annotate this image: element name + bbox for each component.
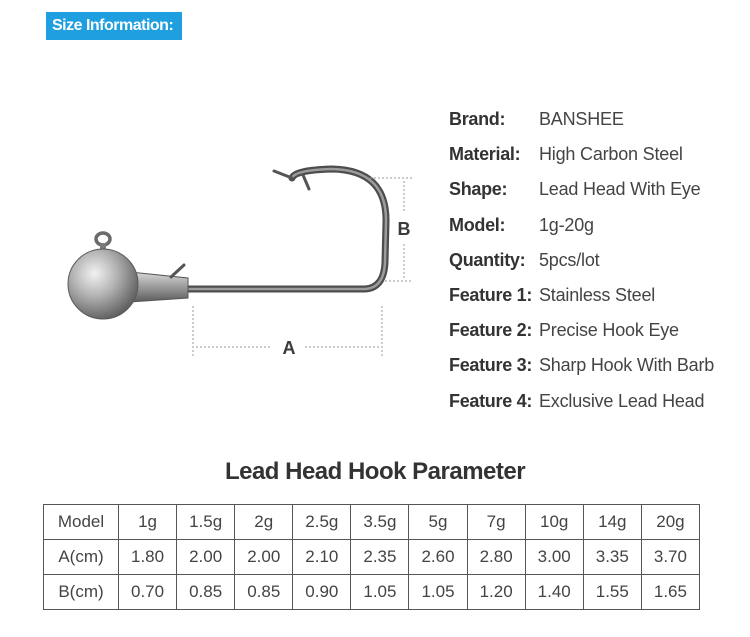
table-cell: 3.35 (583, 540, 641, 575)
spec-label: Feature 2: (449, 320, 533, 341)
table-cell: 1.20 (467, 575, 525, 610)
table-cell: 3.00 (525, 540, 583, 575)
table-cell: 0.85 (235, 575, 293, 610)
spec-label: Feature 4: (449, 390, 533, 411)
parameter-table (43, 504, 700, 610)
table-cell: 0.85 (177, 575, 235, 610)
table-cell: 1.40 (525, 575, 583, 610)
spec-value: High Carbon Steel (539, 144, 683, 165)
table-cell: 2.00 (177, 540, 235, 575)
spec-value: Exclusive Lead Head (539, 390, 705, 411)
table-cell: 1.80 (119, 540, 177, 575)
table-cell: 1g (119, 505, 177, 540)
table-row (44, 505, 700, 540)
table-title: Lead Head Hook Parameter (224, 458, 526, 485)
spec-value: Stainless Steel (539, 284, 656, 305)
table-cell: 2.10 (293, 540, 351, 575)
table-cell: 1.55 (583, 575, 641, 610)
lead-head-icon (68, 249, 138, 319)
table-cell: 2.35 (351, 540, 409, 575)
size-information-badge: Size Information: (46, 12, 182, 40)
table-cell: 2.00 (235, 540, 293, 575)
table-row-header: Model (44, 505, 119, 540)
table-row (44, 575, 700, 610)
table-cell: 2.80 (467, 540, 525, 575)
dimension-a-label: A (282, 338, 296, 358)
spec-value: BANSHEE (539, 109, 624, 129)
spec-value: 1g-20g (539, 214, 594, 235)
table-cell: 1.05 (351, 575, 409, 610)
table-cell: 7g (467, 505, 525, 540)
table-cell: 5g (409, 505, 467, 540)
dimension-b-label: B (397, 219, 411, 239)
table-cell: 2.60 (409, 540, 467, 575)
spec-label: Model: (449, 214, 506, 235)
table-cell: 10g (525, 505, 583, 540)
spec-label: Material: (449, 144, 521, 165)
spec-label: Quantity: (449, 249, 526, 270)
spec-label: Brand: (449, 109, 506, 129)
table-cell: 20g (641, 505, 699, 540)
spec-value: Precise Hook Eye (539, 320, 679, 341)
table-cell: 1.5g (177, 505, 235, 540)
spec-value: 5pcs/lot (539, 249, 600, 270)
table-cell: 1.65 (641, 575, 699, 610)
table-cell: 2g (235, 505, 293, 540)
lead-collar-icon (130, 265, 188, 302)
table-cell: 3.70 (641, 540, 699, 575)
spec-value: Sharp Hook With Barb (539, 355, 715, 376)
spec-label: Feature 3: (449, 355, 533, 376)
hook-wire-icon (185, 169, 386, 289)
table-row-header: A(cm) (44, 540, 119, 575)
spec-label: Shape: (449, 179, 508, 200)
table-cell: 0.70 (119, 575, 177, 610)
spec-value: Lead Head With Eye (539, 179, 701, 200)
table-cell: 14g (583, 505, 641, 540)
table-cell: 1.05 (409, 575, 467, 610)
table-cell: 0.90 (293, 575, 351, 610)
table-cell: 2.5g (293, 505, 351, 540)
table-row (44, 540, 700, 575)
table-cell: 3.5g (351, 505, 409, 540)
spec-label: Feature 1: (449, 284, 533, 305)
table-row-header: B(cm) (44, 575, 119, 610)
